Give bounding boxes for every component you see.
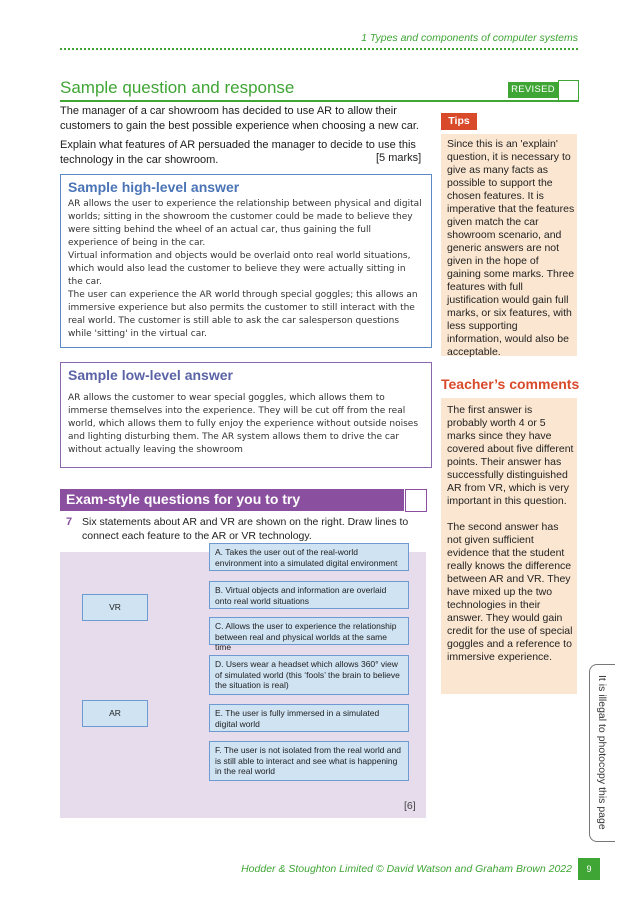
revised-tag: REVISED — [508, 82, 558, 98]
question-line-4: technology in the car showroom. — [60, 153, 219, 166]
exam-checkbox[interactable] — [405, 489, 427, 512]
teacher-comment-2: The second answer has not given sufficient evidence that the student really knows the difference between AR and VR. They have mixed up the two technologies in their answer. They would gain credit for the use of special goggles and a reference to immersive experience. — [447, 521, 573, 663]
statement-d[interactable]: D. Users wear a headset which allows 360° view of simulated world (this ‘fools’ the brain to believe the situation is real) — [209, 655, 409, 695]
question-number: 7 — [66, 516, 73, 528]
statement-a[interactable]: A. Takes the user out of the real-world environment into a simulated digital environment — [209, 543, 409, 571]
low-level-answer-body: AR allows the customer to wear special goggles, which allows them to immerse themselves into the experience. They will be cut off from the real world, which allows them to fully enjoy the experience without outside noises and lighting disturbing them. The AR system allows them to drive the car without actually leaving the showroom — [68, 393, 419, 455]
statement-b[interactable]: B. Virtual objects and information are overlaid onto real world situations — [209, 581, 409, 609]
high-level-answer-title: Sample high-level answer — [68, 179, 240, 195]
exam-title: Exam-style questions for you to try — [66, 491, 301, 507]
footer-copyright: Hodder & Stoughton Limited © David Watson and Graham Brown 2022 — [241, 863, 572, 875]
high-level-answer-body: AR allows the user to experience the relationship between physical and digital worlds; sitting in the showroom the customer could be made to believe they were sitting behind the wheel of an actual car, thus gaining the full experience of being in the car. Virtual information and objects would be overlaid onto real world situations, which would also lead the customer to believe they were actually sitting in the car. The user can experience the AR world through special goggles; this allows an immersive experience but also permits the customer to still interact with the real world. The customer is still able to ask the car salesperson questions while 'sitting' in the virtual car. — [68, 199, 422, 339]
teacher-comments-text — [447, 404, 575, 664]
tips-label: Tips — [441, 113, 477, 130]
dotted-rule — [60, 48, 578, 50]
section-rule — [60, 100, 578, 102]
section-title: Sample question and response — [60, 78, 295, 97]
statement-e[interactable]: E. The user is fully immersed in a simulated digital world — [209, 704, 409, 732]
question-line-2: customers to gain the best possible experience when choosing a new car. — [60, 119, 419, 132]
question-marks: [5 marks] — [376, 152, 422, 164]
statement-f[interactable]: F. The user is not isolated from the real world and is still able to interact and see what is happening in the real world — [209, 741, 409, 781]
page-number: 9 — [578, 858, 600, 880]
side-tab-text: It is illegal to photocopy this page — [596, 674, 608, 830]
low-level-answer-title: Sample low-level answer — [68, 367, 233, 383]
teacher-comments-title: Teacher’s comments — [441, 376, 580, 392]
question-line-3: Explain what features of AR persuaded the manager to decide to use this — [60, 139, 416, 151]
revised-checkbox[interactable] — [558, 80, 579, 102]
label-vr[interactable]: VR — [82, 594, 148, 621]
question-text: Six statements about AR and VR are shown on the right. Draw lines to connect each feature to the AR or VR technology. — [82, 516, 409, 542]
teacher-comment-1: The first answer is probably worth 4 or 5 marks since they have covered about five different points. Their answer has successfully distinguished AR from VR, which is very important in this question. — [447, 404, 574, 507]
exam-marks: [6] — [404, 800, 416, 812]
question-line-1: The manager of a car showroom has decided to use AR to allow their — [60, 105, 397, 117]
running-head: 1 Types and components of computer systems — [361, 32, 578, 44]
label-ar[interactable]: AR — [82, 700, 148, 727]
tips-text: Since this is an 'explain' question, it is necessary to give as many facts as possible to support the chosen features. It is imperative that the features given match the car showroom scenario, and generic answers are not given in the hope of gaining some marks. Three features with full justification would gain full marks, or six features, with less supporting information, would also be acceptable. — [447, 138, 575, 358]
statement-c[interactable]: C. Allows the user to experience the relationship between real and physical worlds at the same time — [209, 617, 409, 645]
